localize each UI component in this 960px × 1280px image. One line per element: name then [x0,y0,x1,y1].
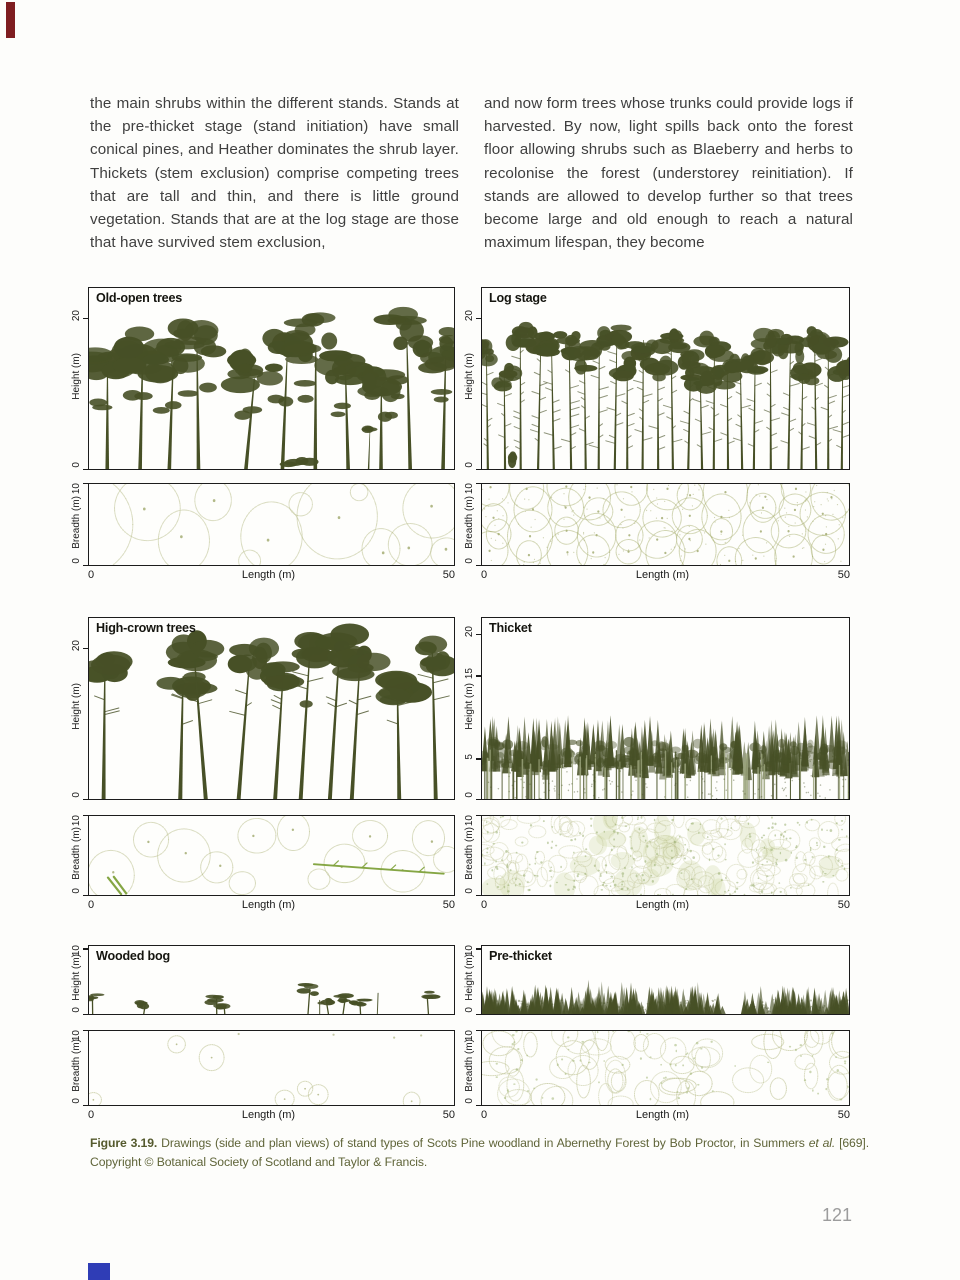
axis-label: Height (m) [71,682,82,730]
x-axis-min: 0 [88,1109,95,1121]
plan-y-axis [62,1030,88,1106]
panel-title: Log stage [489,291,547,305]
axis-label: Breadth (m) [71,1039,82,1093]
panel-thicket [455,617,850,912]
panel-title: Wooded bog [96,949,171,963]
plan-view-box [88,483,455,566]
x-axis-min: 0 [481,1109,488,1121]
x-axis-max: 50 [837,899,850,911]
page-number: 121 [821,1205,852,1225]
side-view-box [88,287,455,470]
axis-label: Breadth (m) [464,826,475,880]
axis-tick-label: 10 [464,945,475,957]
plan-view-box [481,1030,850,1106]
x-axis [481,896,850,912]
axis-tick-label: 0 [464,1097,475,1104]
x-axis [88,566,455,582]
axis-label: Height (m) [71,954,82,1001]
plan-view-drawing [89,816,454,895]
x-axis-max: 50 [442,899,455,911]
x-axis-min: 0 [481,569,488,581]
axis-tick-label: 10 [464,1030,475,1042]
plan-view-drawing [482,816,849,895]
plan-y-axis [62,483,88,566]
axis-label: Height (m) [71,352,82,400]
plan-view-drawing [89,484,454,565]
side-y-axis [62,287,88,470]
body-text-left-column: the main shrubs within the different stands. Stands at the pre-thicket stage (stand initiation) have small conical pines, and Heather dominates the shrub layer. Thickets (stem exclusion) comprise competing trees that are tall and thin, and there is little ground vegetation. Stands that are at the log stage are those that have survived stem exclusion, [90,95,459,252]
axis-tick-label: 10 [71,945,82,957]
x-axis [88,896,455,912]
plan-y-axis [455,1030,481,1106]
plan-view-box [481,815,850,896]
panel-pre-thicket [455,945,850,1122]
axis-tick-label: 0 [464,1006,475,1013]
body-text-right-column: and now form trees whose trunks could provide logs if harvested. By now, light spills back onto the forest floor allowing shrubs such as Blaeberry and herbs to recolonise the forest (understorey reinitiation). If stands are allowed to develop further so that trees become large and old enough to reach a natural maximum lifespan, they become [484,95,853,252]
axis-tick-label: 20 [464,310,475,322]
panel-log-stage [455,287,850,582]
plan-view-drawing [89,1031,454,1105]
x-axis [88,1106,455,1122]
axis-label: Height (m) [464,352,475,400]
plan-y-axis [455,815,481,896]
side-view-box [481,617,850,800]
plan-y-axis [455,483,481,566]
scan-artifact-blue [88,1263,110,1280]
axis-tick-label: 0 [71,1097,82,1104]
side-y-axis [62,945,88,1015]
axis-tick-label: 0 [71,1006,82,1013]
x-axis-max: 50 [837,1109,850,1121]
axis-label: Breadth (m) [71,495,82,549]
x-axis [481,1106,850,1122]
plan-view-box [481,483,850,566]
plan-y-axis [62,815,88,896]
axis-tick-label: 0 [71,887,82,894]
x-axis [481,566,850,582]
x-axis-label: Length (m) [635,1109,690,1121]
panel-wooded-bog [62,945,455,1122]
side-y-axis [455,945,481,1015]
plan-view-box [88,815,455,896]
axis-tick-label: 0 [464,887,475,894]
side-view-box [481,945,850,1015]
plan-view-drawing [482,1031,849,1105]
axis-label: Breadth (m) [464,495,475,549]
x-axis-max: 50 [442,569,455,581]
x-axis-label: Length (m) [635,899,690,911]
side-view-drawing [482,618,849,799]
axis-tick-label: 0 [464,791,475,798]
axis-label: Height (m) [464,682,475,730]
panel-title: Pre-thicket [489,949,552,963]
x-axis-max: 50 [442,1109,455,1121]
axis-tick-label: 5 [464,754,475,760]
x-axis-label: Length (m) [241,1109,296,1121]
axis-label: Height (m) [464,954,475,1001]
side-view-drawing [89,288,454,469]
axis-tick-label: 10 [71,483,82,495]
plan-view-box [88,1030,455,1106]
axis-tick-label: 0 [71,461,82,468]
panel-title: Thicket [489,621,532,635]
axis-tick-label: 20 [464,626,475,638]
panel-old-open-trees [62,287,455,582]
axis-label: Breadth (m) [71,826,82,880]
axis-tick-label: 0 [464,461,475,468]
x-axis-min: 0 [88,569,95,581]
axis-tick-label: 0 [71,791,82,798]
side-view-box [481,287,850,470]
side-view-drawing [89,618,454,799]
figure-caption: Figure 3.19. Drawings (side and plan views) of stand types of Scots Pine woodland in Abernethy Forest by Bob Proctor, in Summers et al. [669]. Copyright © Botanical Society of Scotland and Taylor & Francis. [90,1136,869,1169]
figure-caption-label: Figure 3.19. [90,1136,158,1150]
side-view-box [88,617,455,800]
axis-tick-label: 20 [71,310,82,322]
plan-view-drawing [482,484,849,565]
panel-title: High-crown trees [96,621,196,635]
axis-tick-label: 10 [464,483,475,495]
axis-tick-label: 10 [71,1030,82,1042]
side-view-box [88,945,455,1015]
side-y-axis [455,287,481,470]
x-axis-max: 50 [837,569,850,581]
scan-artifact-red [6,2,15,38]
panel-title: Old-open trees [96,291,183,305]
axis-tick-label: 20 [71,640,82,652]
axis-tick-label: 15 [464,667,475,679]
x-axis-label: Length (m) [241,569,296,581]
panel-high-crown-trees [62,617,455,912]
axis-label: Breadth (m) [464,1039,475,1093]
side-y-axis [62,617,88,800]
axis-tick-label: 0 [71,557,82,564]
x-axis-min: 0 [88,899,95,911]
side-view-drawing [482,288,849,469]
x-axis-min: 0 [481,899,488,911]
x-axis-label: Length (m) [635,569,690,581]
axis-tick-label: 10 [71,815,82,827]
axis-tick-label: 10 [464,815,475,827]
side-y-axis [455,617,481,800]
x-axis-label: Length (m) [241,899,296,911]
axis-tick-label: 0 [464,557,475,564]
